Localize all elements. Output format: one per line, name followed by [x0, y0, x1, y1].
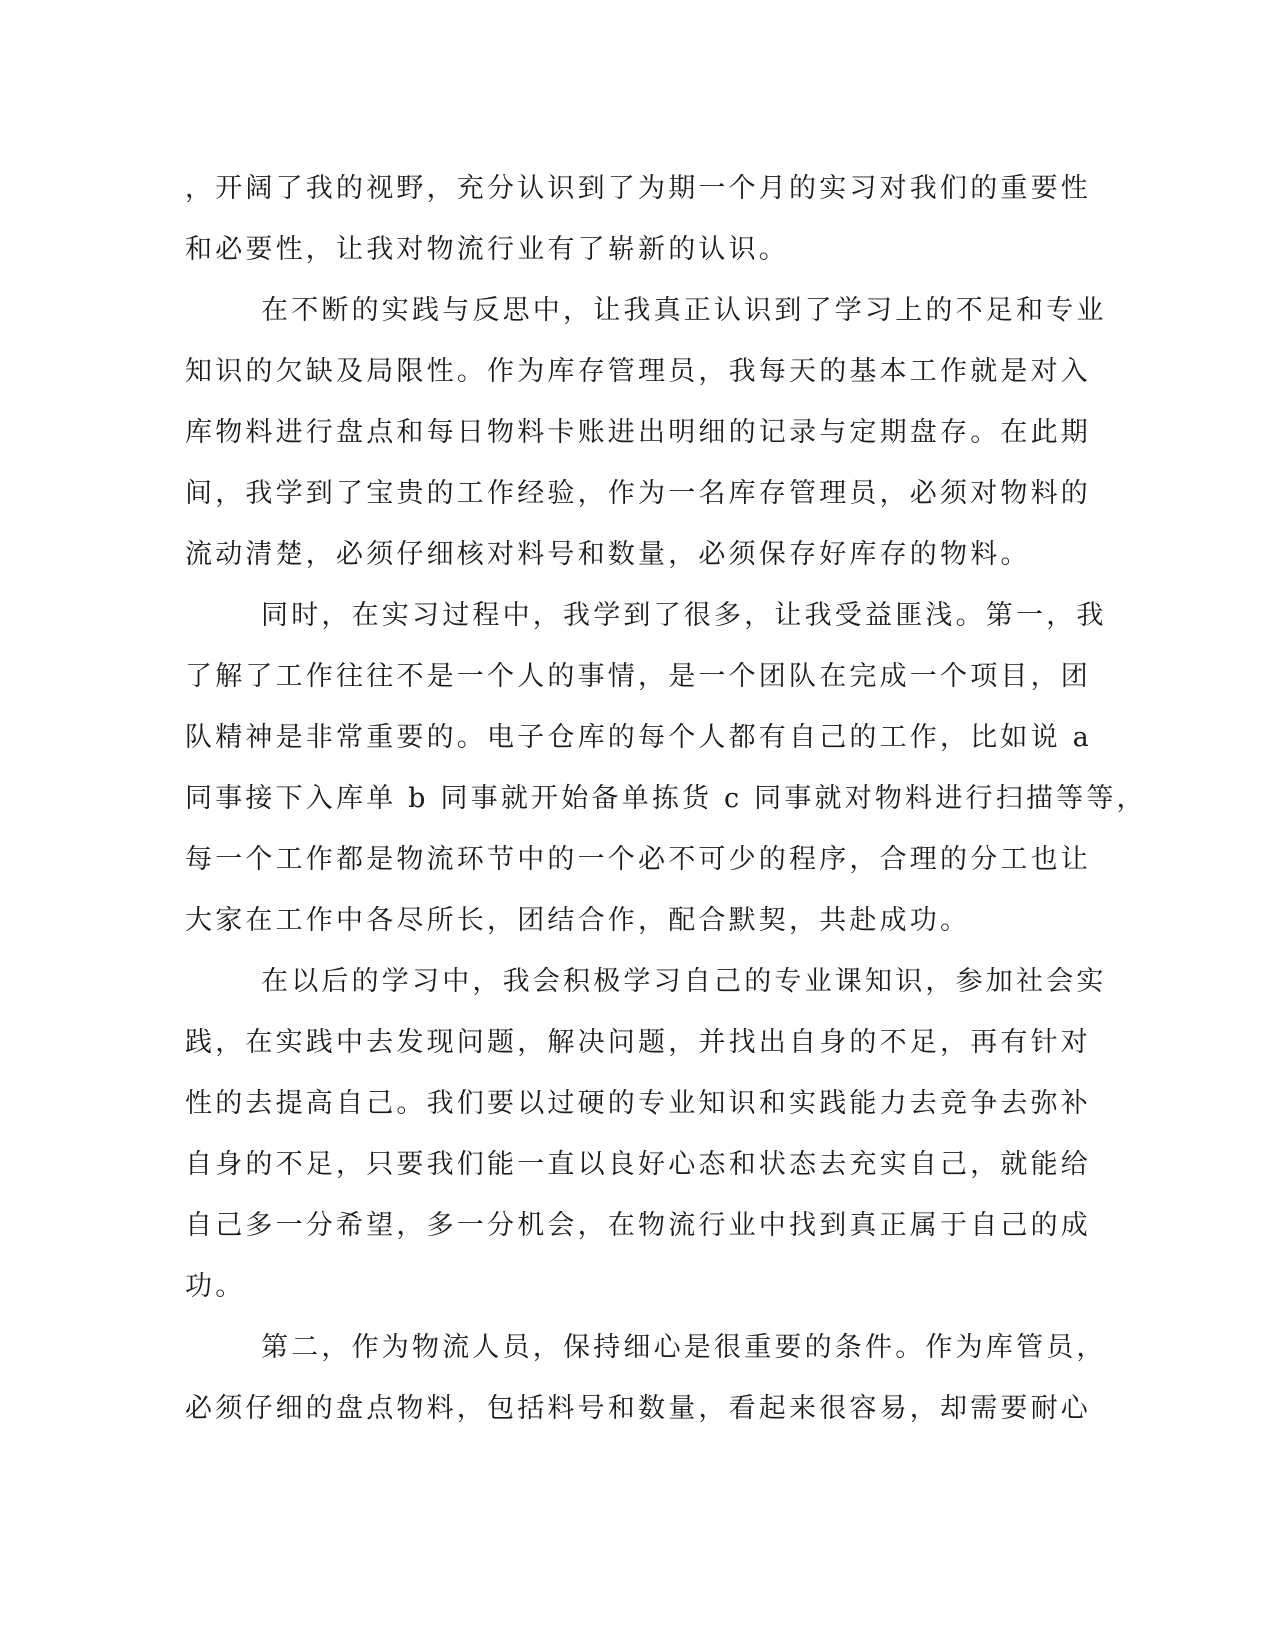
text-line: 性的去提高自己。我们要以过硬的专业知识和实践能力去竞争去弥补	[185, 1088, 1091, 1119]
text-line: 知识的欠缺及局限性。作为库存管理员，我每天的基本工作就是对入	[185, 356, 1091, 387]
text-line: 和必要性，让我对物流行业有了崭新的认识。	[185, 234, 789, 265]
text-line: 队精神是非常重要的。电子仓库的每个人都有自己的工作，比如说 a	[185, 722, 1092, 753]
text-line: ，开阔了我的视野，充分认识到了为期一个月的实习对我们的重要性	[185, 173, 1091, 204]
text-line: 了解了工作往往不是一个人的事情，是一个团队在完成一个项目，团	[185, 661, 1091, 692]
text-line: 必须仔细的盘点物料，包括料号和数量，看起来很容易，却需要耐心	[185, 1393, 1091, 1424]
text-line: 每一个工作都是物流环节中的一个必不可少的程序，合理的分工也让	[185, 844, 1091, 875]
text-line: 自己多一分希望，多一分机会，在物流行业中找到真正属于自己的成	[185, 1210, 1091, 1241]
text-line: 间，我学到了宝贵的工作经验，作为一名库存管理员，必须对物料的	[185, 478, 1091, 509]
text-line: 流动清楚，必须仔细核对料号和数量，必须保存好库存的物料。	[185, 539, 1031, 570]
text-line: 库物料进行盘点和每日物料卡账进出明细的记录与定期盘存。在此期	[185, 417, 1091, 448]
paragraph-first-line: 在以后的学习中，我会积极学习自己的专业课知识，参加社会实	[261, 966, 1107, 997]
paragraph-first-line: 同时，在实习过程中，我学到了很多，让我受益匪浅。第一，我	[261, 600, 1107, 631]
text-line: 践，在实践中去发现问题，解决问题，并找出自身的不足，再有针对	[185, 1027, 1091, 1058]
text-line: 同事接下入库单 b 同事就开始备单拣货 c 同事就对物料进行扫描等等，	[185, 783, 1147, 814]
text-line: 功。	[185, 1271, 246, 1302]
paragraph-first-line: 在不断的实践与反思中，让我真正认识到了学习上的不足和专业	[261, 295, 1107, 326]
body-text	[185, 158, 1147, 1439]
paragraph-first-line: 第二，作为物流人员，保持细心是很重要的条件。作为库管员，	[261, 1332, 1107, 1363]
text-line: 自身的不足，只要我们能一直以良好心态和状态去充实自己，就能给	[185, 1149, 1091, 1180]
text-line: 大家在工作中各尽所长，团结合作，配合默契，共赴成功。	[185, 905, 971, 936]
